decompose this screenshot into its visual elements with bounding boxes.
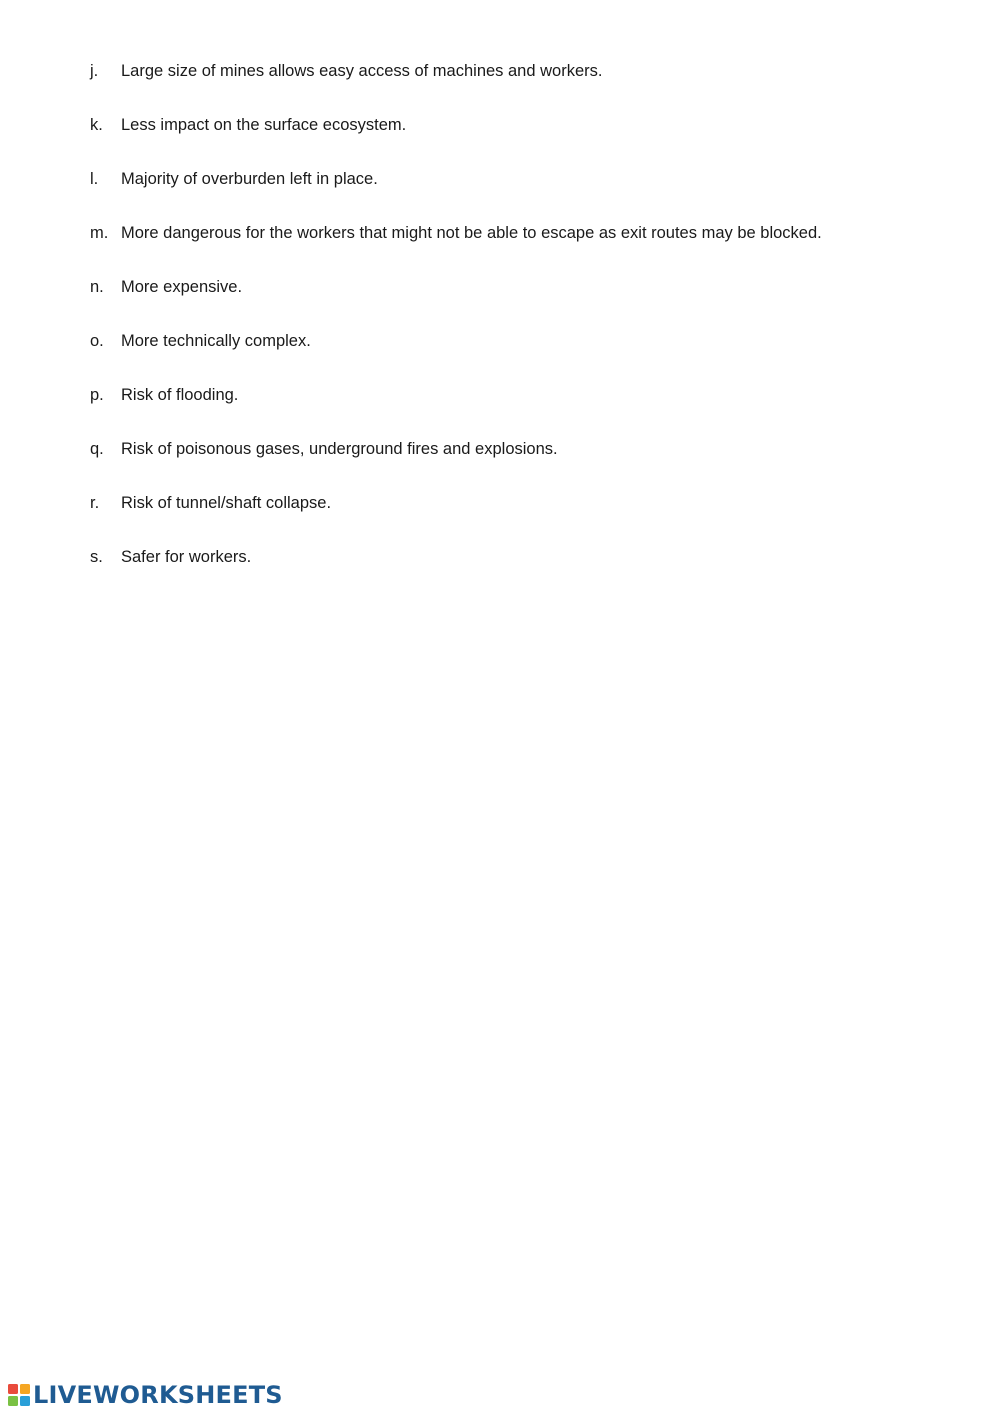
logo-square-green xyxy=(8,1396,18,1406)
item-letter: k. xyxy=(90,116,103,134)
item-letter: r. xyxy=(90,494,100,512)
logo-square-blue xyxy=(20,1396,30,1406)
logo-square-orange xyxy=(20,1384,30,1394)
item-letter: n. xyxy=(90,278,104,296)
item-text: More expensive. xyxy=(121,278,243,296)
item-letter: l. xyxy=(90,170,99,188)
item-letter: o. xyxy=(90,332,104,350)
item-letter: s. xyxy=(90,548,103,566)
item-text: More dangerous for the workers that might not be able to escape as exit routes may be blocked. xyxy=(121,224,822,242)
item-text: More technically complex. xyxy=(121,332,311,350)
list-item xyxy=(90,274,950,328)
item-letter: p. xyxy=(90,386,104,404)
item-letter: j. xyxy=(90,62,99,80)
brand-name: LIVEWORKSHEETS xyxy=(33,1381,283,1409)
item-text: Risk of tunnel/shaft collapse. xyxy=(121,494,332,512)
list-item xyxy=(90,382,950,436)
item-text: Risk of poisonous gases, underground fires and explosions. xyxy=(121,440,558,458)
list-item xyxy=(90,58,950,112)
list-item xyxy=(90,544,950,598)
item-letter: q. xyxy=(90,440,104,458)
item-text: Large size of mines allows easy access of machines and workers. xyxy=(121,62,603,80)
item-letter: m. xyxy=(90,224,109,242)
list-item xyxy=(90,166,950,220)
list-item xyxy=(90,490,950,544)
item-text: Safer for workers. xyxy=(121,548,252,566)
list-item xyxy=(90,112,950,166)
item-text: Majority of overburden left in place. xyxy=(121,170,378,188)
liveworksheets-logo-icon xyxy=(8,1384,30,1406)
item-text: Less impact on the surface ecosystem. xyxy=(121,116,407,134)
logo-square-red xyxy=(8,1384,18,1394)
list-item xyxy=(90,436,950,490)
list-item xyxy=(90,220,950,274)
list-item xyxy=(90,328,950,382)
statement-list xyxy=(90,58,950,598)
item-text: Risk of flooding. xyxy=(121,386,239,404)
liveworksheets-logo[interactable] xyxy=(8,1382,283,1408)
